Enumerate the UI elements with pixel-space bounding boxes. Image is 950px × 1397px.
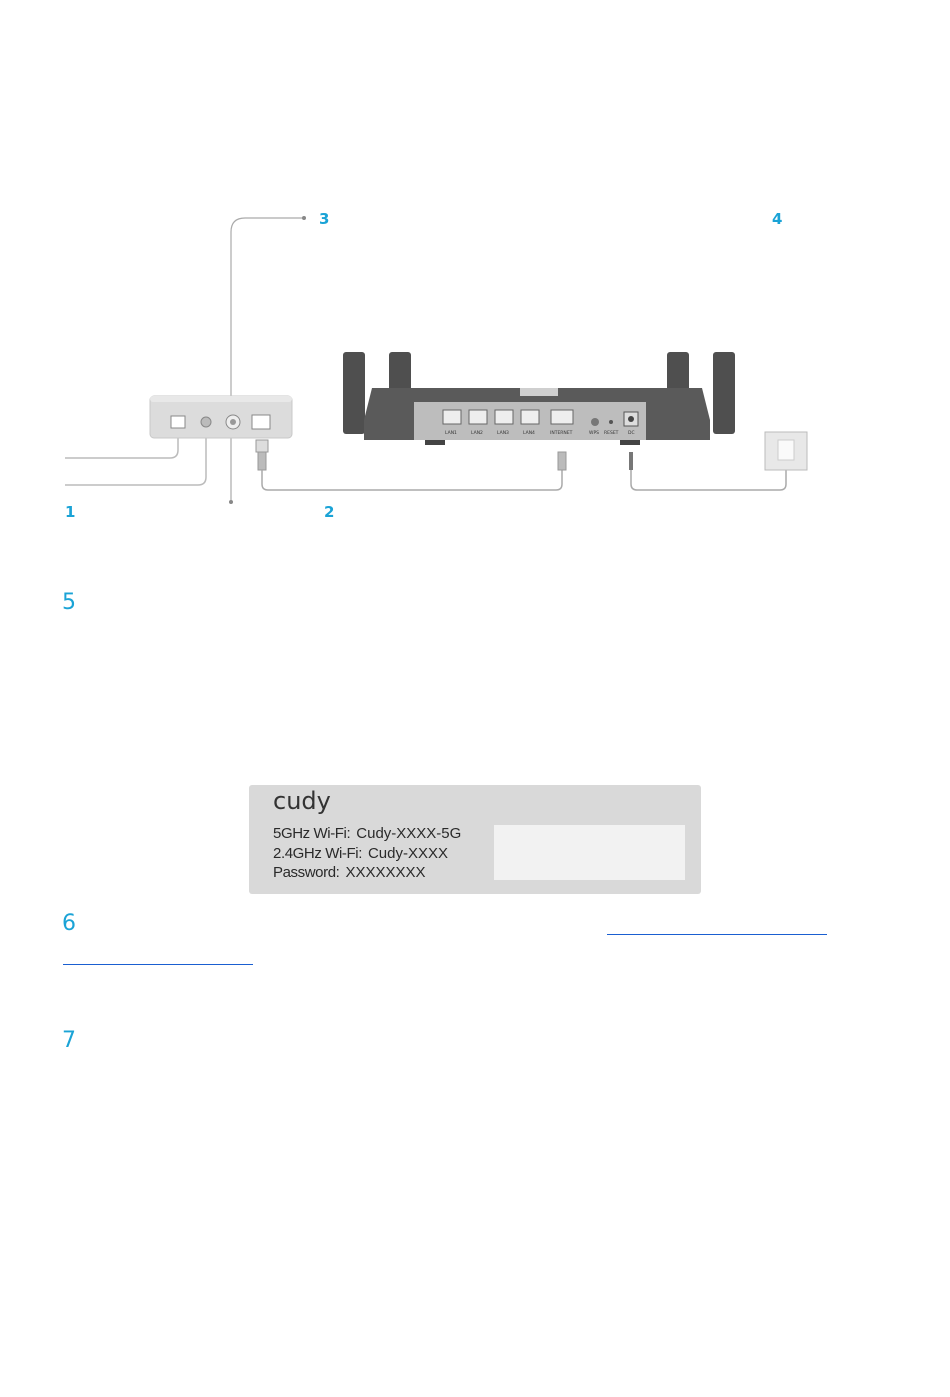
wifi-5ghz-value: Cudy-XXXX-5G: [356, 825, 462, 842]
password-value: XXXXXXXX: [345, 864, 426, 881]
port-label-wps: WPS: [589, 431, 600, 436]
password-row: [273, 864, 425, 881]
step-number-7: 7: [62, 1028, 76, 1053]
wifi-24ghz-value: Cudy-XXXX: [367, 845, 449, 862]
callout-4: 4: [772, 210, 783, 228]
power-adapter-icon: [629, 432, 807, 490]
port-label-reset: RESET: [604, 431, 619, 436]
callout-line-3: [231, 218, 303, 500]
link-underline-2[interactable]: [63, 964, 253, 965]
port-label-lan4: LAN4: [523, 431, 535, 436]
port-label-lan2: LAN2: [471, 431, 483, 436]
port-label-lan1: LAN1: [445, 431, 457, 436]
step-number-6: 6: [62, 911, 76, 936]
brand-logo: cudy: [273, 787, 331, 815]
port-label-lan3: LAN3: [497, 431, 509, 436]
wifi-5ghz-row: [273, 825, 461, 842]
router-icon: [343, 352, 735, 445]
connection-diagram: [0, 0, 950, 560]
password-key: Password:: [273, 864, 340, 881]
link-underline-1[interactable]: [607, 934, 827, 935]
ethernet-cable-icon: [256, 440, 566, 490]
wifi-info-label: [249, 785, 701, 894]
step-number-5: 5: [62, 590, 76, 615]
wifi-24ghz-key: 2.4GHz Wi-Fi:: [273, 845, 362, 862]
wifi-24ghz-row: [273, 845, 448, 862]
qr-code-area: [494, 825, 685, 880]
port-label-internet: INTERNET: [550, 431, 573, 436]
wifi-5ghz-key: 5GHz Wi-Fi:: [273, 825, 351, 842]
callout-3: 3: [319, 210, 330, 228]
port-label-dc: DC: [628, 431, 635, 436]
callout-1: 1: [65, 503, 76, 521]
callout-2: 2: [324, 503, 335, 521]
modem-icon: [150, 396, 292, 438]
